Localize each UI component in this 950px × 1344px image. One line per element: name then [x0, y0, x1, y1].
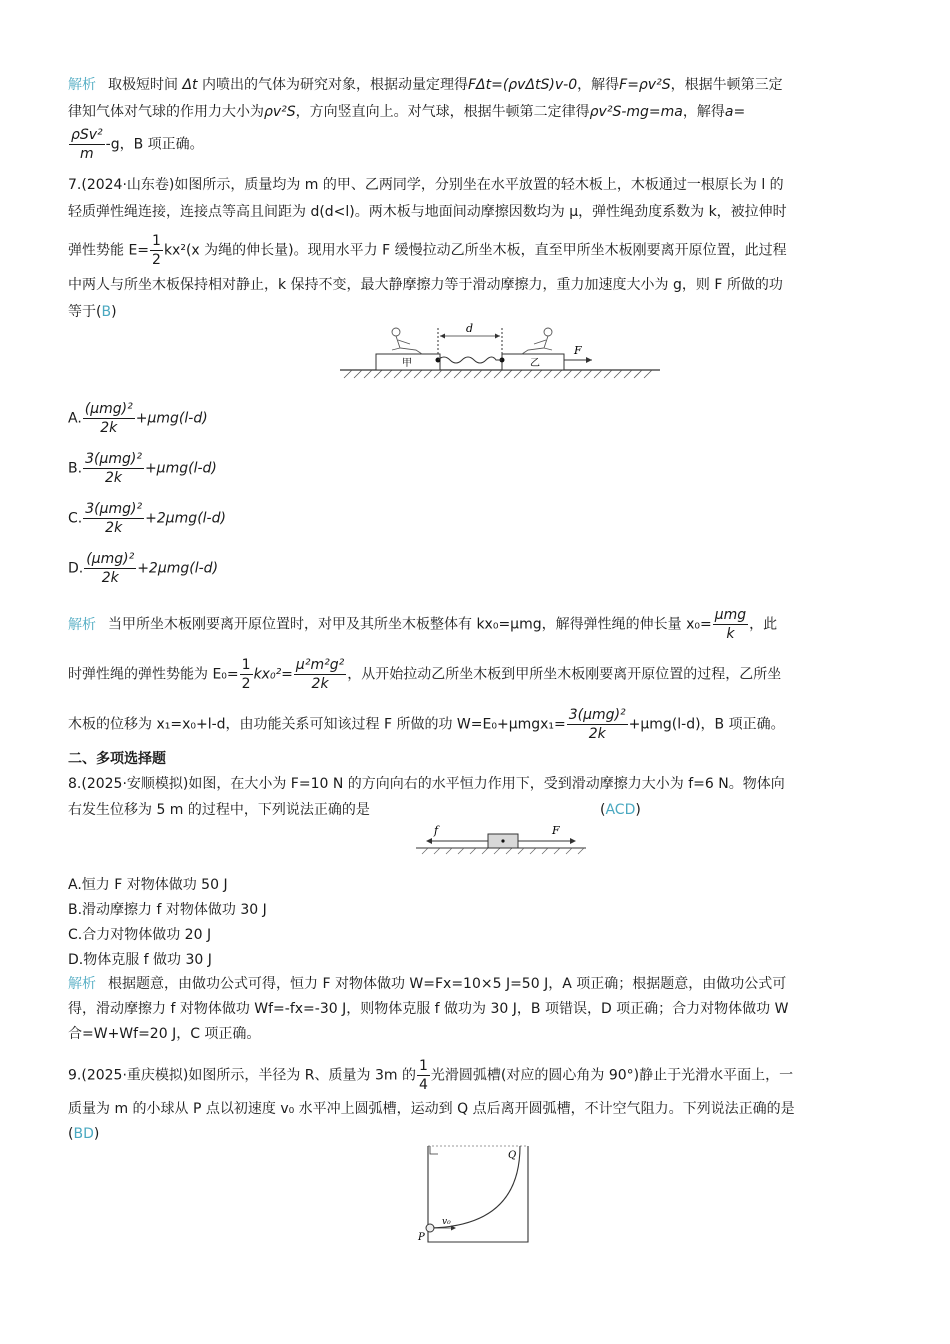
text: ，解得 [577, 77, 620, 93]
q6-analysis-line3 [68, 126, 883, 163]
text: +2μmg(l-d) [145, 510, 226, 527]
fraction [713, 606, 748, 643]
coefficient: 3 [85, 501, 95, 517]
q7-analysis-line3 [68, 706, 883, 743]
q7-line3 [68, 232, 883, 269]
numerator: μmg [714, 607, 747, 623]
denominator: 2k [588, 726, 606, 742]
right-angle-mark [430, 1146, 438, 1154]
fraction [150, 232, 163, 269]
friction-arrowhead [426, 838, 432, 844]
numerator: (μmg)² [93, 451, 142, 467]
q6-analysis-line2 [68, 99, 883, 126]
text: +μmg(l-d) [135, 410, 208, 427]
text: ( [68, 1126, 74, 1142]
answer-bracket [600, 797, 641, 824]
label-jia: 甲 [402, 358, 412, 369]
q8-analysis-line3: 合=W+Wf=20 J，C 项正确。 [68, 1026, 261, 1042]
denominator: 2k [105, 470, 123, 486]
fraction [417, 1057, 430, 1094]
q8-option-a[interactable]: A.恒力 F 对物体做功 50 J [68, 877, 228, 893]
numerator: (μmg)² [86, 551, 135, 567]
label-v0: v₀ [442, 1217, 451, 1227]
label-yi: 乙 [530, 358, 540, 369]
option-label: A. [68, 410, 82, 427]
text: kx²(x 为绳的伸长量)。现用水平力 F 缓慢拉动乙所坐木板，直至甲所坐木板刚要离开原位置，此过程 [163, 242, 787, 259]
fraction [69, 126, 105, 163]
q7-line4: 中两人与所坐木板保持相对静止，k 保持不变，最大静摩擦力等于滑动摩擦力，重力加速度大小为 g，则 F 所做的功 [68, 277, 783, 293]
fraction [84, 550, 136, 587]
option-label: C. [68, 510, 83, 527]
text: ，方向竖直向上。对气球，根据牛顿第二定律得 [295, 104, 590, 120]
analysis-tag: 解析 [68, 976, 96, 992]
text: kx₀²= [253, 666, 293, 683]
label-Q: Q [508, 1150, 517, 1161]
option-label: B. [68, 460, 83, 477]
ground-hatch [344, 370, 652, 378]
text: +2μmg(l-d) [137, 560, 219, 577]
q9-line1 [68, 1057, 883, 1094]
q7-line1: 7.(2024·山东卷)如图所示，质量均为 m 的甲、乙两同学，分别坐在水平放置的轻木板上，木板通过一根原长为 l 的 [68, 177, 784, 193]
numerator: (μmg)² [94, 501, 143, 517]
section-title: 二、多项选择题 [68, 751, 166, 767]
fraction [567, 706, 628, 743]
text: F=ρv²S [619, 77, 671, 93]
text: ，此 [749, 616, 778, 633]
arc-surface [430, 1146, 520, 1228]
text: 取极短时间 [108, 77, 178, 93]
fraction [83, 400, 135, 437]
text: 右发生位移为 5 m 的过程中，下列说法正确的是 [68, 802, 370, 818]
q9-line2: 质量为 m 的小球从 P 点以初速度 v₀ 水平冲上圆弧槽，运动到 Q 点后离开圆弧槽，不计空气阻力。下列说法正确的是 [68, 1101, 795, 1117]
label-P: P [418, 1232, 425, 1243]
q7-figure [340, 320, 660, 382]
fraction [240, 656, 253, 693]
q8-analysis-line2: 得，滑动摩擦力 f 对物体做功 Wf=-fx=-30 J，则物体克服 f 做功为 30 J，B 项错误，D 项正确；合力对物体做功 W [68, 1001, 789, 1017]
label-d: d [466, 322, 474, 335]
ball [426, 1224, 434, 1232]
fraction [83, 500, 144, 537]
q7-line2: 轻质弹性绳连接，连接点等高且间距为 d(d<l)。两木板与地面间动摩擦因数均为 μ，弹性绳劲度系数为 k，被拉伸时 [68, 204, 787, 220]
q8-option-d[interactable]: D.物体克服 f 做功 30 J [68, 952, 212, 968]
text: 等于( [68, 304, 102, 320]
coefficient: 3 [85, 451, 94, 467]
numerator: 1 [241, 657, 251, 673]
q8-line1: 8.(2025·安顺模拟)如图，在大小为 F=10 N 的方向向右的水平恒力作用下，受到滑动摩擦力大小为 f=6 N。物体向 [68, 776, 785, 792]
q7-analysis-line2 [68, 656, 883, 693]
text: 弹性势能 E= [68, 242, 150, 259]
q7-analysis-line1 [68, 606, 883, 643]
numerator: 3(μmg)² [568, 707, 626, 723]
analysis-tag: 解析 [68, 77, 96, 93]
text: FΔt=(ρvΔtS)v-0 [467, 77, 578, 93]
denominator: 2 [152, 252, 161, 268]
text: -g，B 项正确。 [105, 136, 204, 153]
person-jia [392, 328, 422, 354]
text: +μmg(l-d)，B 项正确。 [628, 716, 785, 733]
text: ρv²S [264, 104, 296, 120]
block-center [501, 839, 504, 842]
text: 当甲所坐木板刚要离开原位置时，对甲及其所坐木板整体有 kx₀=μmg，解得弹性绳的伸长量 x₀= [108, 616, 712, 633]
denominator: k [726, 626, 735, 642]
answer: ACD [605, 802, 636, 818]
q8-option-b[interactable]: B.滑动摩擦力 f 对物体做功 30 J [68, 902, 267, 918]
text: 律知气体对气球的作用力大小为 [68, 104, 264, 120]
q8-analysis-line1 [68, 971, 883, 998]
force-arrowhead [570, 838, 576, 844]
numerator: 1 [152, 233, 161, 249]
denominator: 2 [241, 676, 251, 692]
force-arrowhead [586, 357, 592, 363]
text: 内喷出的气体为研究对象，根据动量定理得 [201, 77, 468, 93]
text: ( [600, 802, 606, 818]
q6-analysis-line1 [68, 72, 883, 99]
numerator: ρSv² [71, 127, 103, 143]
text: ，从开始拉动乙所坐木板到甲所坐木板刚要离开原位置的过程，乙所坐 [347, 666, 782, 683]
analysis-tag: 解析 [68, 616, 96, 633]
q7-option-d[interactable] [68, 550, 883, 587]
text: ，解得 [682, 104, 725, 120]
numerator: μ²m²g² [295, 657, 345, 673]
q7-option-b[interactable] [68, 450, 883, 487]
numerator: (μmg)² [84, 401, 133, 417]
text: Δt [182, 77, 198, 93]
person-yi [522, 328, 552, 354]
fraction [83, 450, 144, 487]
text: ) [111, 304, 117, 320]
text: ，根据牛顿第三定 [670, 77, 783, 93]
text: +μmg(l-d) [144, 460, 217, 477]
text: 根据题意，由做功公式可得，恒力 F 对物体做功 W=Fx=10×5 J=50 J，A 项正确；根据题意，由做功公式可 [108, 976, 787, 992]
text: 9.(2025·重庆模拟)如图所示，半径为 R、质量为 3m 的 [68, 1067, 416, 1084]
answer: BD [73, 1126, 94, 1142]
text: 时弹性绳的弹性势能为 E₀= [68, 666, 239, 683]
label-f: f [434, 824, 439, 837]
text: 光滑圆弧槽(对应的圆心角为 90°)静止于光滑水平面上，一 [430, 1067, 794, 1084]
answer: B [101, 304, 112, 320]
label-F: F [574, 344, 582, 357]
q7-option-a[interactable] [68, 400, 883, 437]
denominator: 4 [418, 1077, 428, 1093]
denominator: 2k [311, 676, 329, 692]
ground-hatch [422, 848, 584, 854]
text: a= [724, 104, 746, 120]
q8-figure [416, 820, 586, 856]
text: ρv²S-mg=ma [589, 104, 683, 120]
q9-figure [416, 1142, 536, 1246]
text: 木板的位移为 x₁=x₀+l-d，由功能关系可知该过程 F 所做的功 W=E₀+μmgx₁= [68, 716, 566, 733]
text: ) [93, 1126, 100, 1142]
denominator: 2k [100, 420, 118, 436]
label-F: F [552, 824, 560, 837]
elastic-rope [438, 357, 502, 363]
denominator: m [80, 146, 94, 162]
denominator: 2k [101, 570, 119, 586]
q7-option-c[interactable] [68, 500, 883, 537]
q8-option-c[interactable]: C.合力对物体做功 20 J [68, 927, 212, 943]
option-label: D. [68, 560, 84, 577]
text: ) [635, 802, 641, 818]
fraction [294, 656, 346, 693]
denominator: 2k [105, 520, 123, 536]
numerator: 1 [418, 1058, 428, 1074]
